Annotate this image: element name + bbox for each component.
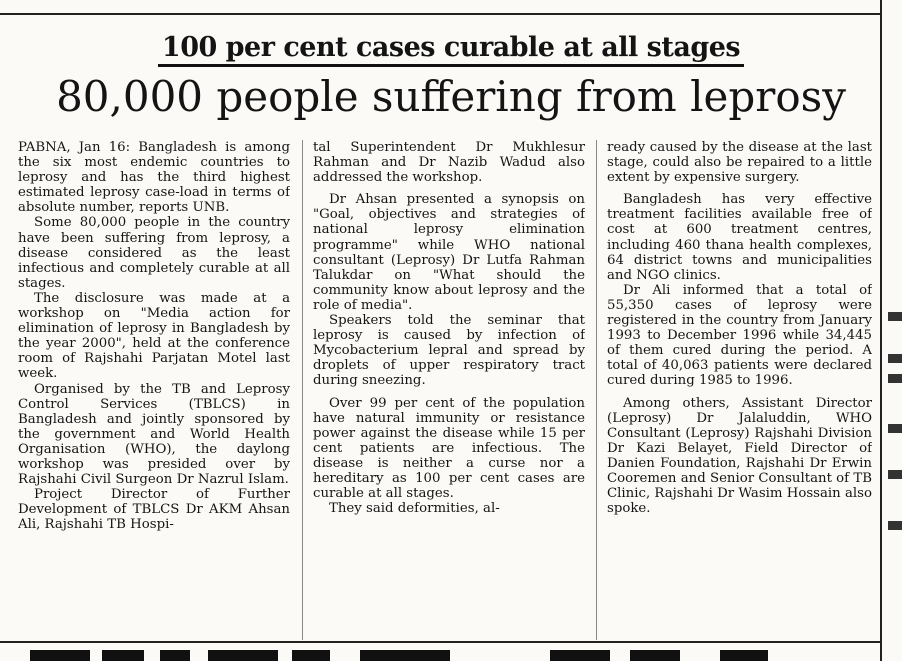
article-column-2 [313, 140, 585, 640]
paragraph: Some 80,000 people in the country have been suffering from leprosy, a disease considered as the least infectious and completely curable at all stages. [18, 215, 290, 291]
column-divider [596, 140, 597, 640]
paragraph: PABNA, Jan 16: Bangladesh is among the six most endemic countries to leprosy and has the third highest estimated leprosy case-load in terms of absolute number, reports UNB. [18, 140, 290, 216]
kicker-text: 100 per cent cases curable at all stages [158, 32, 744, 67]
paragraph: tal Superintendent Dr Mukhlesur Rahman and Dr Nazib Wadud also addressed the workshop. [313, 140, 585, 186]
paragraph: ready caused by the disease at the last stage, could also be repaired to a little extent by expensive surgery. [607, 140, 872, 186]
bottom-rule [0, 641, 880, 643]
paragraph: Project Director of Further Development of TBLCS Dr AKM Ahsan Ali, Rajshahi TB Hospi- [18, 487, 290, 533]
next-headline-fragment [30, 645, 870, 661]
article-headline: 80,000 people suffering from leprosy [56, 72, 846, 121]
top-rule [0, 0, 902, 16]
paragraph: Over 99 per cent of the population have natural immunity or resistance power against the disease while 15 per cent patients are infectious. The disease is neither a curse nor a hereditary as 100 per cent cases are curable at all stages. [313, 395, 585, 502]
adjacent-column-edge [880, 0, 902, 661]
article-column-1 [18, 140, 290, 640]
paragraph: They said deformities, al- [329, 501, 500, 517]
column-divider [302, 140, 303, 640]
paragraph: Dr Ali informed that a total of 55,350 cases of leprosy were registered in the country from January 1993 to December 1996 while 34,445 of them cured during the period. A total of 40,063 patients were declared cured during 1985 to 1996. [607, 282, 872, 389]
article-column-3 [607, 140, 872, 640]
paragraph: Organised by the TB and Leprosy Control Services (TBLCS) in Bangladesh and jointly sponsored by the government and World Health Organisation (WHO), the daylong workshop was presided over by Rajshahi Civil Surgeon Dr Nazrul Islam. [18, 381, 290, 488]
paragraph: The disclosure was made at a workshop on "Media action for elimination of leprosy in Bangladesh by the year 2000", held at the conference room of Rajshahi Parjatan Motel last week. [18, 290, 290, 382]
paragraph: Bangladesh has very effective treatment facilities available free of cost at 600 treatment centres, including 460 thana health complexes, 64 district towns and municipalities and NGO clinics. [607, 192, 872, 283]
paragraph: Among others, Assistant Director (Leprosy) Dr Jalaluddin, WHO Consultant (Leprosy) Rajshahi Division Dr Kazi Belayet, Field Director of Danien Foundation, Rajshahi Dr Erwin Cooremen and Senior Consultant of TB Clinic, Rajshahi Dr Wasim Hossain also spoke. [607, 395, 872, 517]
paragraph: Speakers told the seminar that leprosy is caused by infection of Mycobacterium lepral and spread by droplets of upper respiratory tract during sneezing. [313, 313, 585, 389]
paragraph: Dr Ahsan presented a synopsis on "Goal, objectives and strategies of national leprosy elimination programme" while WHO national consultant (Leprosy) Dr Lutfa Rahman Talukdar on "What should the community know about leprosy and the role of media". [313, 192, 585, 313]
article-kicker [0, 32, 902, 63]
